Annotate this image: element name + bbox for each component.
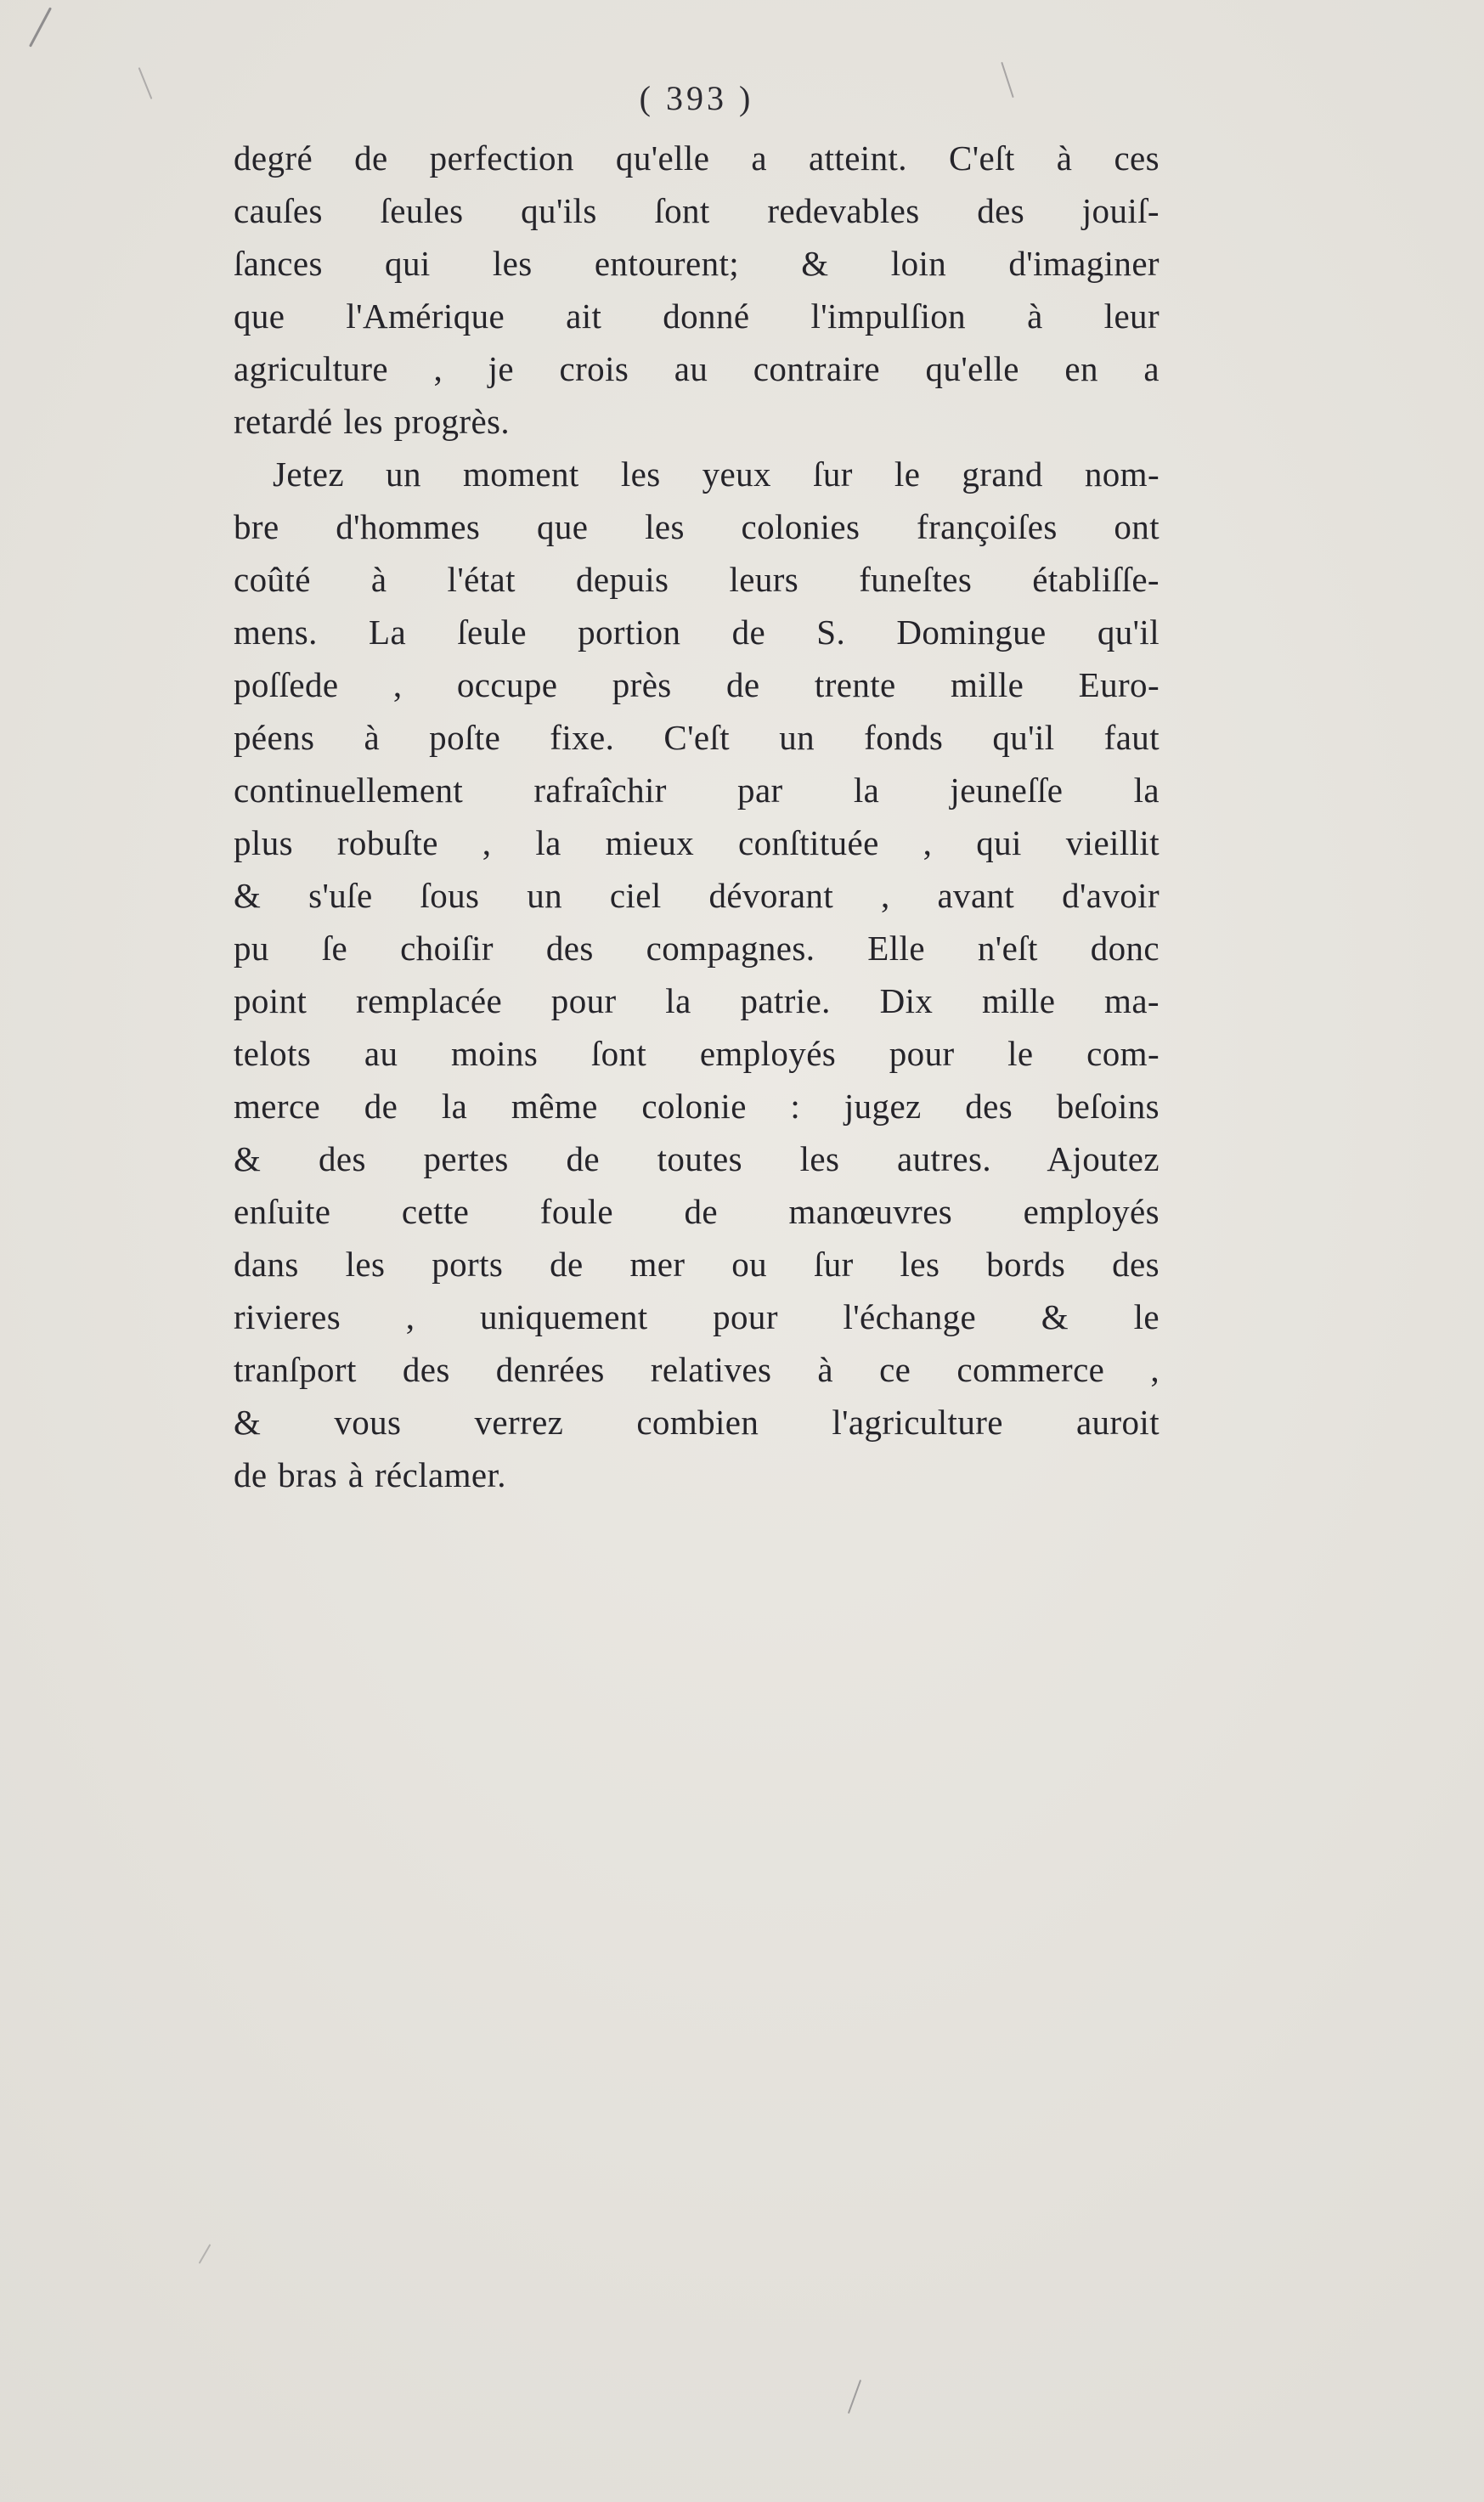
page-number: ( 393 )	[639, 79, 754, 117]
text-line: de bras à réclamer.	[234, 1455, 506, 1494]
text-line: telots au moins ſont employés pour le com-	[234, 1034, 1160, 1073]
text-line: continuellement rafraîchir par la jeuneſſe la	[234, 771, 1160, 810]
text-line: poſſede , occupe près de trente mille Euro-	[234, 665, 1160, 704]
text-line: rivieres , uniquement pour l'échange & le	[234, 1297, 1160, 1336]
text-line: tranſport des denrées relatives à ce commerce ,	[234, 1350, 1160, 1389]
text-line: & s'uſe ſous un ciel dévorant , avant d'avoir	[234, 876, 1160, 915]
text-line: degré de perfection qu'elle a atteint. C'eſt à ces	[234, 138, 1160, 178]
text-line: dans les ports de mer ou ſur les bords des	[234, 1245, 1160, 1284]
text-line: péens à poſte fixe. C'eſt un fonds qu'il faut	[234, 718, 1160, 757]
text-line: ſances qui les entourent; & loin d'imaginer	[234, 244, 1160, 283]
text-line: point remplacée pour la patrie. Dix mille ma-	[234, 981, 1160, 1020]
paragraph	[234, 132, 1160, 448]
text-line: bre d'hommes que les colonies françoiſes ont	[234, 507, 1160, 546]
text-line: mens. La ſeule portion de S. Domingue qu'il	[234, 613, 1160, 652]
page-body	[234, 78, 1160, 1501]
ink-mark	[29, 7, 52, 47]
text-line: cauſes ſeules qu'ils ſont redevables des jouiſ-	[234, 191, 1160, 230]
ink-mark	[848, 2380, 861, 2414]
text-line: que l'Amérique ait donné l'impulſion à leur	[234, 297, 1160, 336]
text-line: retardé les progrès.	[234, 402, 511, 441]
text-block	[234, 132, 1160, 1501]
text-line: Jetez un moment les yeux ſur le grand nom-	[273, 455, 1160, 494]
ink-mark	[199, 2244, 212, 2264]
text-line: enſuite cette foule de manœuvres employés	[234, 1192, 1160, 1231]
text-line: merce de la même colonie : jugez des beſoins	[234, 1087, 1160, 1126]
paragraph	[234, 448, 1160, 1501]
text-line: & des pertes de toutes les autres. Ajoutez	[234, 1139, 1160, 1178]
text-line: pu ſe choiſir des compagnes. Elle n'eſt donc	[234, 929, 1160, 968]
ink-mark	[138, 67, 153, 99]
text-line: plus robuſte , la mieux conſtituée , qui vieillit	[234, 823, 1160, 862]
text-line: agriculture , je crois au contraire qu'elle en a	[234, 349, 1160, 388]
text-line: coûté à l'état depuis leurs funeſtes établiſſe-	[234, 560, 1160, 599]
text-line: & vous verrez combien l'agriculture auroit	[234, 1403, 1160, 1442]
